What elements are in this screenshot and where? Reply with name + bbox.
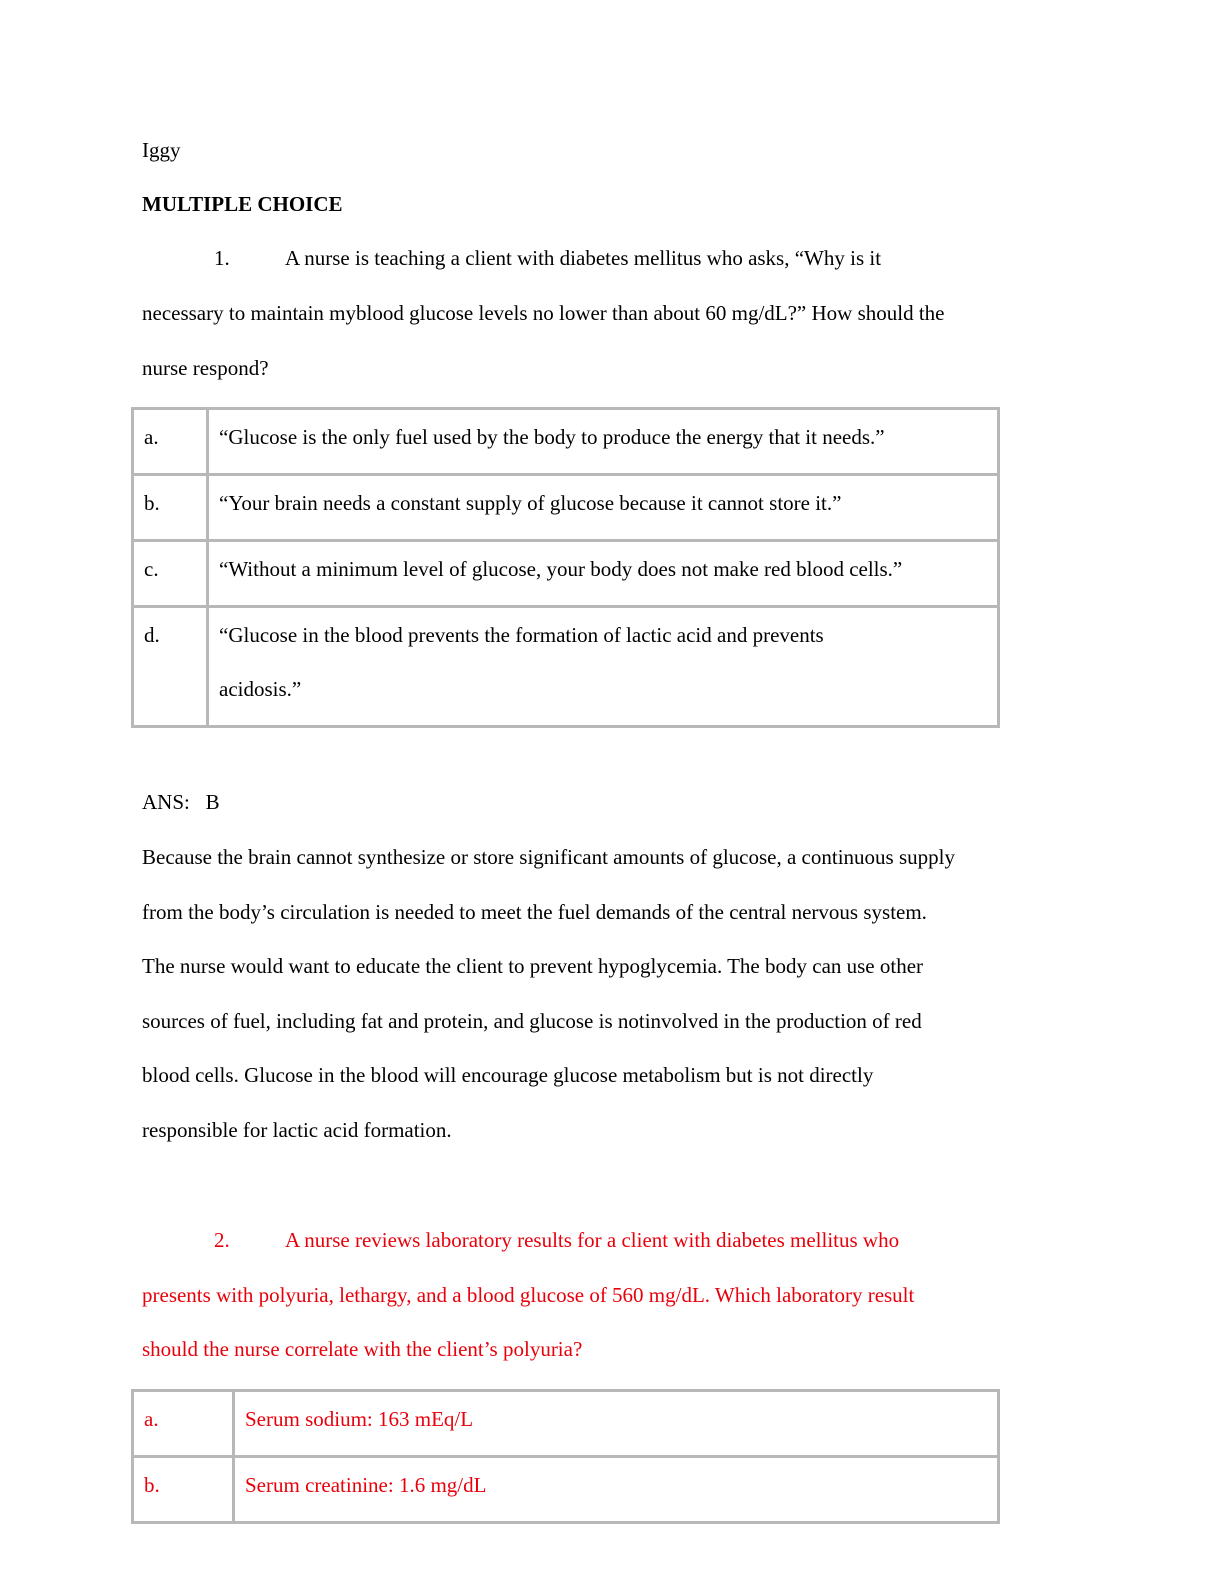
- question-stem: necessary to maintain myblood glucose levels no lower than about 60 mg/dL?” How should the: [142, 301, 945, 325]
- option-row[interactable]: [133, 1391, 999, 1457]
- option-row[interactable]: [133, 409, 999, 475]
- option-text: [208, 607, 999, 727]
- option-text-line: “Glucose in the blood prevents the formation of lactic acid and prevents: [219, 623, 824, 647]
- option-letter: a.: [133, 409, 208, 475]
- options-table: [131, 407, 1000, 728]
- answer-value: B: [205, 790, 220, 814]
- question-stem: A nurse reviews laboratory results for a client with diabetes mellitus who: [285, 1228, 900, 1252]
- option-row[interactable]: [133, 1457, 999, 1523]
- option-letter: b.: [133, 475, 208, 541]
- rationale-line: blood cells. Glucose in the blood will encourage glucose metabolism but is not directly: [142, 1063, 874, 1087]
- option-row[interactable]: [133, 607, 999, 727]
- option-letter: b.: [133, 1457, 234, 1523]
- options-table: [131, 1389, 1000, 1524]
- option-letter: d.: [133, 607, 208, 727]
- rationale-line: sources of fuel, including fat and protein, and glucose is notinvolved in the production of red: [142, 1009, 922, 1033]
- section-title: MULTIPLE CHOICE: [142, 192, 343, 216]
- question-number: 2.: [214, 1228, 230, 1252]
- option-letter: a.: [133, 1391, 234, 1457]
- option-row[interactable]: [133, 475, 999, 541]
- question-stem: should the nurse correlate with the client’s polyuria?: [142, 1337, 583, 1361]
- option-text: “Glucose is the only fuel used by the body to produce the energy that it needs.”: [208, 409, 999, 475]
- author-name: Iggy: [142, 138, 181, 162]
- question-number: 1.: [214, 246, 230, 270]
- question-stem: A nurse is teaching a client with diabetes mellitus who asks, “Why is it: [285, 246, 882, 270]
- answer-line: [142, 790, 220, 814]
- rationale-line: responsible for lactic acid formation.: [142, 1118, 452, 1142]
- option-text: “Without a minimum level of glucose, your body does not make red blood cells.”: [208, 541, 999, 607]
- option-row[interactable]: [133, 541, 999, 607]
- answer-label: ANS:: [142, 790, 190, 814]
- rationale-line: The nurse would want to educate the client to prevent hypoglycemia. The body can use other: [142, 954, 924, 978]
- option-text-line: acidosis.”: [219, 677, 302, 701]
- question-stem: presents with polyuria, lethargy, and a blood glucose of 560 mg/dL. Which laboratory result: [142, 1283, 915, 1307]
- option-letter: c.: [133, 541, 208, 607]
- rationale-line: Because the brain cannot synthesize or store significant amounts of glucose, a continuous supply: [142, 845, 955, 869]
- option-text: Serum creatinine: 1.6 mg/dL: [234, 1457, 999, 1523]
- option-text: Serum sodium: 163 mEq/L: [234, 1391, 999, 1457]
- option-text: “Your brain needs a constant supply of glucose because it cannot store it.”: [208, 475, 999, 541]
- question-stem: nurse respond?: [142, 356, 269, 380]
- rationale-line: from the body’s circulation is needed to meet the fuel demands of the central nervous system.: [142, 900, 927, 924]
